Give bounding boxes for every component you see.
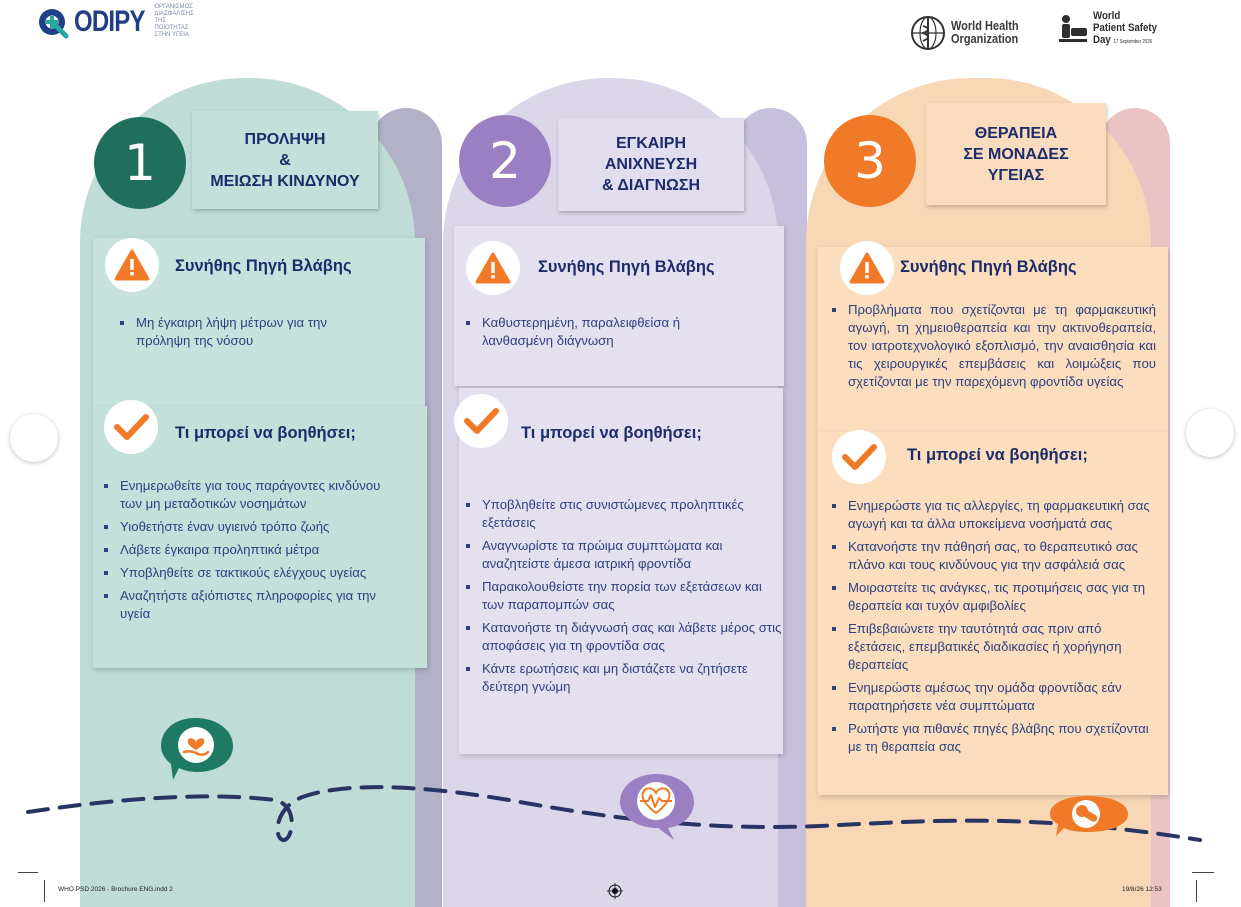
list-item: Λάβετε έγκαιρα προληπτικά μέτρα [104,541,404,559]
list-item: Υποβληθείτε σε τακτικούς ελέγχους υγείας [104,564,404,582]
list-item: Κάντε ερωτήσεις και μη διστάζετε να ζητήσετε δεύτερη γνώμη [466,660,784,696]
list-item: Υποβληθείτε στις συνιστώμενες προληπτικές εξετάσεις [466,496,784,532]
column-2-title [558,118,744,211]
column-2-title-line2: ΑΝΙΧΝΕΥΣΗ [604,156,698,173]
column-3-title-line3: ΥΓΕΙΑΣ [987,166,1045,184]
list-item: Υιοθετήστε έναν υγιεινό τρόπο ζωής [104,518,404,536]
heart-hand-icon [157,714,237,784]
footer-file-info: WHO PSD 2026 - Brochure ENG.indd 2 [58,886,173,893]
list-item: Αναζητήστε αξιόπιστες πληροφορίες για την υγεία [104,587,404,623]
odipy-subtitle: ΟΡΓΑΝΙΣΜΟΣ ΔΙΑΣΦΑΛΙΣΗΣ ΤΗΣ ΠΟΙΟΤΗΤΑΣ ΣΤΗΝ ΥΓΕΙΑ [154,4,194,38]
column-1-help-title: Τι μπορεί να βοηθήσει; [175,424,356,442]
page-edge-circle-left [10,414,58,462]
list-item: Αναγνωρίστε τα πρώιμα συμπτώματα και αναζητείστε άμεσα ιατρική φροντίδα [466,537,784,573]
column-1-harm-title: Συνήθης Πηγή Βλάβης [175,257,352,275]
column-1-help-list [104,477,404,628]
crop-mark [1196,880,1197,902]
pills-icon [1048,794,1130,838]
list-item: Παρακολουθείστε την πορεία των εξετάσεων και των παραπομπών σας [466,578,784,614]
step-number-1: 1 [94,117,186,209]
heartbeat-icon [618,770,698,842]
column-3-title [926,103,1106,205]
who-line1: World Health [951,19,1019,33]
column-1-harm-list [120,314,380,355]
column-1-title-line1: ΠΡΟΛΗΨΗ [244,130,326,148]
who-emblem-icon [909,14,947,52]
column-3-harm-list [832,301,1156,396]
column-1-title-line3: ΜΕΙΩΣΗ ΚΙΝΔΥΝΟΥ [210,172,360,190]
column-2-title-line1: ΕΓΚΑΙΡΗ [615,135,687,152]
checkmark-icon [104,400,158,454]
list-item: Ενημερώστε αμέσως την ομάδα φροντίδας εάν παρατηρήσετε νέα συμπτώματα [832,679,1152,715]
column-1-title [192,111,378,209]
step-number-3: 3 [824,115,916,207]
list-item: Ενημερωθείτε για τους παράγοντες κινδύνου των μη μεταδοτικών νοσημάτων [104,477,404,513]
warning-triangle-icon [105,238,159,292]
wpsd-line1: World [1093,10,1121,22]
list-item: Μη έγκαιρη λήψη μέτρων για την πρόληψη της νόσου [120,314,380,350]
registration-mark-icon [607,883,623,899]
checkmark-icon [832,430,886,484]
list-item: Κατανοήστε τη διάγνωσή σας και λάβετε μέρος στις αποφάσεις για τη φροντίδα σας [466,619,784,655]
list-item: Ενημερώστε για τις αλλεργίες, τη φαρμακευτική σας αγωγή και τα άλλα υποκείμενα νοσήματά σας [832,497,1152,533]
crop-mark [18,872,38,873]
column-2-help-title: Τι μπορεί να βοηθήσει; [521,424,702,442]
list-item: Προβλήματα που σχετίζονται με τη φαρμακευτική αγωγή, τη χημειοθεραπεία και την ακτινοθεραπεία, τον ιατροτεχνολογικό εξοπλισμό, την αναισθησία και τις χειρουργικές επεμβάσεις και λοιμώξεις που σχετίζονται με την παρεχόμενη φροντίδα υγείας [832,301,1156,391]
odipy-logo-mark-icon [36,5,70,39]
odipy-logo [36,4,198,39]
who-line2: Organization [951,32,1019,46]
column-3-harm-title: Συνήθης Πηγή Βλάβης [900,258,1077,276]
step-number-2: 2 [459,115,551,207]
page-edge-circle-right [1186,409,1234,457]
list-item: Επιβεβαιώνετε την ταυτότητά σας πριν από εξετάσεις, επεμβατικές διαδικασίες ή χορήγηση θεραπείας [832,620,1152,674]
world-patient-safety-day-logo [1056,10,1166,48]
warning-triangle-icon [466,241,520,295]
column-2-harm-list [466,314,751,355]
column-2-harm-title: Συνήθης Πηγή Βλάβης [538,258,715,276]
crop-mark [1192,872,1214,873]
column-2-help-list [466,496,784,701]
column-2-title-line3: & ΔΙΑΓΝΩΣΗ [601,177,701,194]
wpsd-date: 17 September 2026 [1113,39,1153,45]
column-3-help-title: Τι μπορεί να βοηθήσει; [907,446,1088,464]
odipy-logo-text: ODIPY [74,4,145,38]
wpsd-line3: Day [1093,34,1111,46]
column-3-title-line2: ΣΕ ΜΟΝΑΔΕΣ [963,145,1069,163]
column-3-title-line1: ΘΕΡΑΠΕΙΑ [974,124,1058,142]
list-item: Κατανοήστε την πάθησή σας, το θεραπευτικό σας πλάνο και τους κινδύνους για την ασφάλειά σας [832,538,1152,574]
patient-safety-figure-icon [1056,12,1090,46]
warning-triangle-icon [840,241,894,295]
list-item: Μοιραστείτε τις ανάγκες, τις προτιμήσεις σας για τη θεραπεία και τυχόν αμφιβολίες [832,579,1152,615]
footer-timestamp: 19/8/26 12:53 [1122,886,1162,893]
list-item: Ρωτήστε για πιθανές πηγές βλάβης που σχετίζονται με τη θεραπεία σας [832,720,1152,756]
wpsd-line2: Patient Safety [1093,22,1158,34]
column-3-help-list [832,497,1152,761]
crop-mark [44,880,45,902]
column-1-title-line2: & [279,151,291,169]
checkmark-icon [454,394,508,448]
who-logo [909,14,1028,52]
list-item: Καθυστερημένη, παραλειφθείσα ή λανθασμένη διάγνωση [466,314,751,350]
